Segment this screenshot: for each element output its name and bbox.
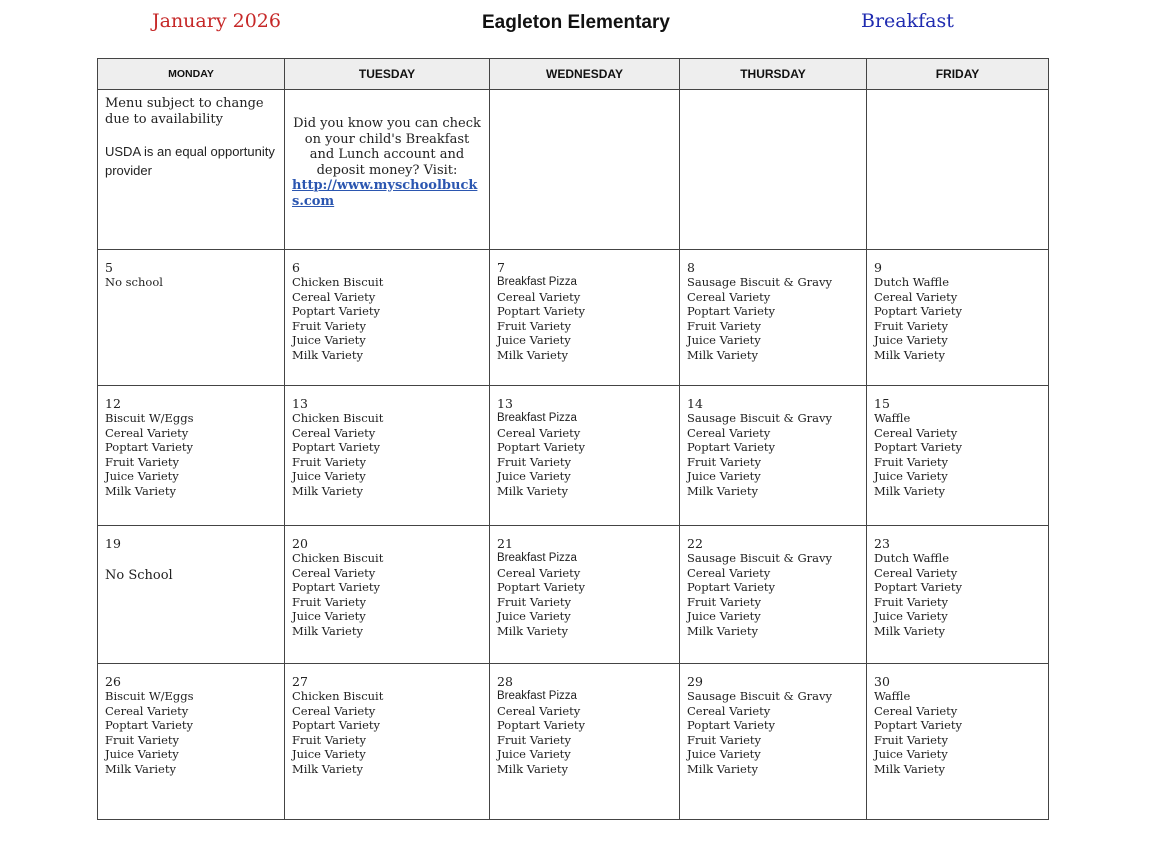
date-number: 9 — [874, 260, 882, 275]
menu-item: Juice Variety — [687, 747, 761, 761]
date-number: 27 — [292, 674, 308, 689]
day-cell-wednesday — [490, 386, 680, 526]
menu-item: Juice Variety — [874, 469, 948, 483]
main-entree: Breakfast Pizza — [497, 690, 577, 702]
menu-item: Milk Variety — [292, 347, 363, 362]
main-entree: Chicken Biscuit — [292, 411, 384, 425]
empty-cell — [490, 90, 680, 250]
menu-item: Poptart Variety — [497, 440, 586, 454]
week-row — [98, 526, 1049, 664]
day-cell-tuesday — [285, 250, 490, 386]
main-entree: Chicken Biscuit — [292, 689, 384, 703]
menu-item: Fruit Variety — [687, 594, 762, 609]
menu-item: Cereal Variety — [874, 703, 958, 718]
day-cell-monday — [98, 664, 285, 820]
day-cell-tuesday — [285, 386, 490, 526]
notes-row — [98, 90, 1049, 250]
main-entree: Sausage Biscuit & Gravy — [687, 275, 832, 289]
menu-item: Fruit Variety — [874, 454, 949, 469]
header-tuesday: TUESDAY — [285, 59, 490, 90]
myschoolbucks-link[interactable]: http://www.myschoolbucks.com — [292, 178, 478, 209]
menu-item: Milk Variety — [105, 761, 176, 776]
menu-item: Juice Variety — [874, 609, 948, 623]
menu-item: Cereal Variety — [687, 425, 771, 440]
day-cell-friday — [867, 250, 1049, 386]
date-number: 26 — [105, 674, 121, 689]
menu-item: Cereal Variety — [874, 565, 958, 580]
main-entree: Breakfast Pizza — [497, 276, 577, 288]
header-friday: FRIDAY — [867, 59, 1049, 90]
menu-item: Fruit Variety — [292, 732, 367, 747]
date-number: 14 — [687, 396, 703, 411]
menu-item: Milk Variety — [687, 761, 758, 776]
main-entree: Sausage Biscuit & Gravy — [687, 411, 832, 425]
menu-item: Cereal Variety — [687, 565, 771, 580]
usda-note: USDA is an equal opportunity provider — [105, 144, 275, 178]
menu-item: Poptart Variety — [874, 718, 963, 732]
menu-item: Cereal Variety — [687, 703, 771, 718]
header-wednesday: WEDNESDAY — [490, 59, 680, 90]
menu-item: Fruit Variety — [874, 594, 949, 609]
menu-item: Fruit Variety — [687, 318, 762, 333]
menu-item: Juice Variety — [497, 747, 571, 761]
menu-item: Milk Variety — [874, 483, 945, 498]
menu-calendar — [97, 58, 1049, 820]
menu-item: Poptart Variety — [687, 718, 776, 732]
menu-item: Cereal Variety — [292, 703, 376, 718]
menu-item: Juice Variety — [292, 469, 366, 483]
meal-title: Breakfast — [861, 10, 954, 32]
menu-item: Fruit Variety — [105, 732, 180, 747]
day-cell-monday — [98, 526, 285, 664]
menu-item: Poptart Variety — [292, 718, 381, 732]
menu-item: Juice Variety — [874, 333, 948, 347]
date-number: 19 — [105, 536, 121, 551]
school-title: Eagleton Elementary — [482, 12, 670, 33]
main-entree: Sausage Biscuit & Gravy — [687, 551, 832, 565]
menu-item: Juice Variety — [497, 333, 571, 347]
main-entree: Chicken Biscuit — [292, 551, 384, 565]
menu-item: Juice Variety — [105, 469, 179, 483]
menu-item: Fruit Variety — [292, 594, 367, 609]
menu-item: Milk Variety — [292, 623, 363, 638]
menu-item: Juice Variety — [497, 609, 571, 623]
day-cell-thursday — [680, 250, 867, 386]
menu-item: Cereal Variety — [497, 565, 581, 580]
menu-item: Milk Variety — [687, 623, 758, 638]
menu-item: Fruit Variety — [105, 454, 180, 469]
date-number: 13 — [497, 396, 513, 411]
main-entree: Waffle — [874, 689, 911, 703]
main-entree: Breakfast Pizza — [497, 412, 577, 424]
menu-item: Milk Variety — [874, 347, 945, 362]
menu-item: Juice Variety — [105, 747, 179, 761]
menu-change-note: Menu subject to change due to availability — [105, 96, 264, 127]
menu-item: Poptart Variety — [292, 580, 381, 594]
menu-item: Milk Variety — [292, 761, 363, 776]
menu-item: Cereal Variety — [687, 289, 771, 304]
week-row — [98, 664, 1049, 820]
menu-item: Cereal Variety — [497, 703, 581, 718]
week-row — [98, 250, 1049, 386]
menu-item: Milk Variety — [874, 623, 945, 638]
day-cell-thursday — [680, 664, 867, 820]
menu-item: Juice Variety — [687, 609, 761, 623]
menu-item: Milk Variety — [874, 761, 945, 776]
menu-item: Fruit Variety — [497, 318, 572, 333]
menu-item: Poptart Variety — [874, 580, 963, 594]
menu-item: Poptart Variety — [105, 718, 194, 732]
menu-item: Poptart Variety — [292, 440, 381, 454]
date-number: 30 — [874, 674, 890, 689]
menu-item: Poptart Variety — [874, 440, 963, 454]
menu-item: Fruit Variety — [497, 594, 572, 609]
menu-item: Juice Variety — [497, 469, 571, 483]
date-number: 12 — [105, 396, 121, 411]
menu-item: Cereal Variety — [497, 289, 581, 304]
menu-item: Juice Variety — [292, 747, 366, 761]
date-number: 22 — [687, 536, 703, 551]
menu-item: Fruit Variety — [497, 732, 572, 747]
date-number: 15 — [874, 396, 890, 411]
date-number: 21 — [497, 536, 513, 551]
header-monday: MONDAY — [98, 59, 285, 90]
menu-item: Juice Variety — [292, 333, 366, 347]
menu-item: Fruit Variety — [874, 732, 949, 747]
menu-item: Juice Variety — [687, 469, 761, 483]
menu-item: Cereal Variety — [874, 289, 958, 304]
date-number: 6 — [292, 260, 300, 275]
menu-item: Juice Variety — [687, 333, 761, 347]
menu-item: Milk Variety — [292, 483, 363, 498]
day-cell-wednesday — [490, 526, 680, 664]
menu-item: Poptart Variety — [874, 304, 963, 318]
menu-item: Milk Variety — [687, 347, 758, 362]
menu-item: Poptart Variety — [687, 440, 776, 454]
date-number: 8 — [687, 260, 695, 275]
main-entree: Biscuit W/Eggs — [105, 411, 194, 425]
menu-item: Cereal Variety — [105, 703, 189, 718]
menu-item: Cereal Variety — [497, 425, 581, 440]
date-number: 5 — [105, 260, 113, 275]
main-entree: Breakfast Pizza — [497, 552, 577, 564]
date-number: 28 — [497, 674, 513, 689]
date-number: 20 — [292, 536, 308, 551]
day-cell-monday — [98, 386, 285, 526]
menu-item: Poptart Variety — [292, 304, 381, 318]
date-number: 23 — [874, 536, 890, 551]
menu-item: Poptart Variety — [497, 718, 586, 732]
menu-item: Cereal Variety — [105, 425, 189, 440]
header-thursday: THURSDAY — [680, 59, 867, 90]
day-cell-friday — [867, 664, 1049, 820]
menu-item: Milk Variety — [497, 623, 568, 638]
date-number: 13 — [292, 396, 308, 411]
menu-item: Cereal Variety — [292, 425, 376, 440]
menu-item: Juice Variety — [292, 609, 366, 623]
main-entree: Chicken Biscuit — [292, 275, 384, 289]
day-cell-tuesday — [285, 664, 490, 820]
main-entree: Waffle — [874, 411, 911, 425]
menu-item: Milk Variety — [497, 761, 568, 776]
date-number: 7 — [497, 260, 505, 275]
notes-cell — [98, 90, 285, 250]
day-cell-monday — [98, 250, 285, 386]
menu-item: Poptart Variety — [497, 304, 586, 318]
menu-item: Milk Variety — [497, 483, 568, 498]
menu-item: Cereal Variety — [874, 425, 958, 440]
menu-item: Fruit Variety — [687, 454, 762, 469]
day-cell-friday — [867, 526, 1049, 664]
menu-item: Milk Variety — [105, 483, 176, 498]
menu-item: Milk Variety — [497, 347, 568, 362]
day-cell-tuesday — [285, 526, 490, 664]
date-number: 29 — [687, 674, 703, 689]
day-cell-friday — [867, 386, 1049, 526]
menu-item: Cereal Variety — [292, 289, 376, 304]
menu-item: Fruit Variety — [292, 318, 367, 333]
day-cell-wednesday — [490, 250, 680, 386]
main-entree: No school — [105, 275, 163, 289]
main-entree: Dutch Waffle — [874, 275, 950, 289]
week-row — [98, 386, 1049, 526]
day-cell-thursday — [680, 386, 867, 526]
menu-item: Poptart Variety — [497, 580, 586, 594]
menu-item: Cereal Variety — [292, 565, 376, 580]
menu-item: Fruit Variety — [292, 454, 367, 469]
day-cell-thursday — [680, 526, 867, 664]
main-entree: Dutch Waffle — [874, 551, 950, 565]
main-entree: No School — [105, 568, 173, 583]
menu-item: Juice Variety — [874, 747, 948, 761]
menu-item: Fruit Variety — [497, 454, 572, 469]
day-cell-wednesday — [490, 664, 680, 820]
main-entree: Sausage Biscuit & Gravy — [687, 689, 832, 703]
weekday-header-row — [98, 59, 1049, 90]
empty-cell — [680, 90, 867, 250]
promo-text: Did you know you can check on your child's Breakfast and Lunch account and deposit money? Visit: — [293, 116, 481, 178]
menu-item: Milk Variety — [687, 483, 758, 498]
main-entree: Biscuit W/Eggs — [105, 689, 194, 703]
month-title: January 2026 — [152, 10, 281, 32]
promo-cell — [285, 90, 490, 250]
menu-item: Fruit Variety — [687, 732, 762, 747]
menu-item: Poptart Variety — [687, 580, 776, 594]
menu-item: Poptart Variety — [687, 304, 776, 318]
empty-cell — [867, 90, 1049, 250]
menu-item: Poptart Variety — [105, 440, 194, 454]
menu-item: Fruit Variety — [874, 318, 949, 333]
